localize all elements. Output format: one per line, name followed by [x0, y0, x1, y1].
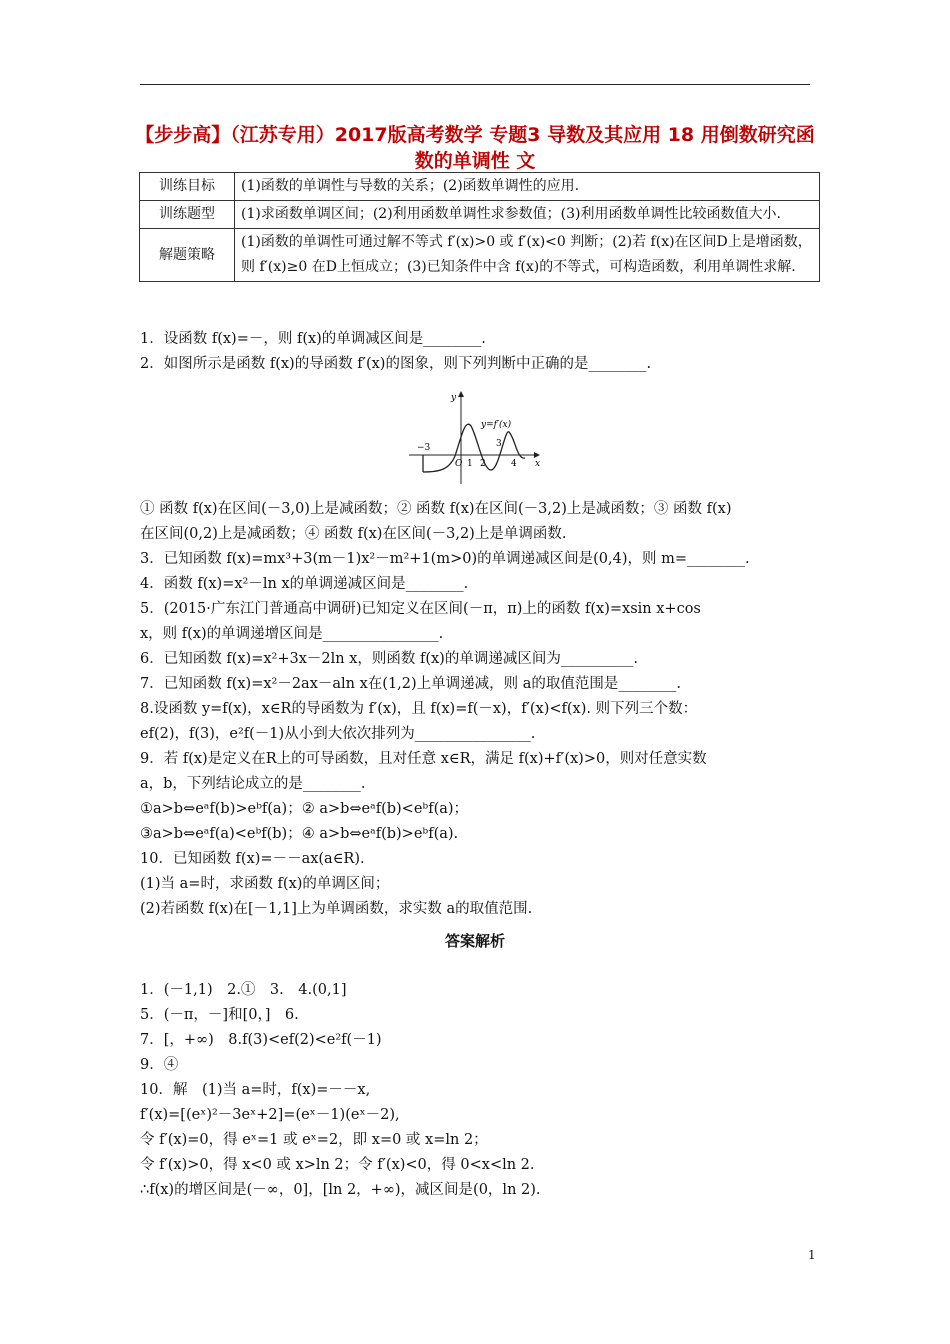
question-line: 9．若 f(x)是定义在R上的可导函数，且对任意 x∈R，满足 f(x)+f′(x)>0，则对任意实数: [140, 751, 707, 767]
table-row: [140, 201, 820, 229]
answer-line: 5．(－π，－]和[0，] 6.: [140, 1007, 299, 1023]
question-line: ③a>b⇔eᵃf(a)<eᵇf(b)；④ a>b⇔eᵃf(b)>eᵇf(a).: [140, 826, 459, 842]
table-row: [140, 229, 820, 282]
tick-label-3: 3: [496, 439, 502, 449]
question-line: 7．已知函数 f(x)=x²－2ax－aln x在(1,2)上单调递减，则 a的取值范围是________.: [140, 676, 682, 692]
answer-line: f′(x)=[(eˣ)²－3eˣ+2]=(eˣ－1)(eˣ－2),: [140, 1107, 400, 1123]
answer-line: 9．④: [140, 1057, 179, 1073]
question-line: 6．已知函数 f(x)=x²+3x－2ln x，则函数 f(x)的单调递减区间为__________.: [140, 651, 638, 667]
x-axis-label: x: [535, 459, 541, 469]
tick-label-4: 4: [511, 459, 517, 469]
question-line: 2．如图所示是函数 f(x)的导函数 f′(x)的图象，则下列判断中正确的是________.: [140, 356, 652, 372]
tick-label-2: 2: [480, 459, 486, 469]
row-content: (1)函数的单调性与导数的关系；(2)函数单调性的应用.: [235, 173, 820, 201]
y-axis-label: y: [451, 393, 457, 403]
question-line: a，b，下列结论成立的是________.: [140, 776, 366, 792]
table-row: [140, 173, 820, 201]
document-title: 【步步高】（江苏专用）2017版高考数学 专题3 导数及其应用 18 用倒数研究函数的单调性 文: [135, 124, 815, 172]
answer-line: 令 f′(x)=0，得 eˣ=1 或 eˣ=2，即 x=0 或 x=ln 2；: [140, 1132, 488, 1148]
answer-line: 1．(－1,1) 2.① 3. 4.(0,1]: [140, 982, 347, 998]
row-label: 训练题型: [140, 201, 235, 229]
tick-label-1: 1: [467, 459, 473, 469]
question-line: 4．函数 f(x)=x²－ln x的单调递减区间是________.: [140, 576, 469, 592]
question-line: 10．已知函数 f(x)=－－ax(a∈R).: [140, 851, 365, 867]
row-label: 训练目标: [140, 173, 235, 201]
question-line: ①a>b⇔eᵃf(b)>eᵇf(a)；② a>b⇔eᵃf(b)<eᵇf(a)；: [140, 801, 469, 817]
page-number: 1: [808, 1248, 816, 1262]
origin-label: O: [455, 459, 463, 469]
row-content: (1)函数的单调性可通过解不等式 f′(x)>0 或 f′(x)<0 判断；(2)若 f(x)在区间D上是增函数，则 f′(x)≥0 在D上恒成立；(3)已知条件中含 f(x)的不等式，可构造函数，利用单调性求解.: [235, 229, 820, 282]
questions-part-b: [140, 497, 815, 922]
curve-label: y=f′(x): [481, 420, 512, 430]
question-line: 1．设函数 f(x)=－，则 f(x)的单调减区间是________.: [140, 331, 486, 347]
answer-line: 令 f′(x)>0，得 x<0 或 x>ln 2；令 f′(x)<0，得 0<x<ln 2.: [140, 1157, 535, 1173]
question-line: (2)若函数 f(x)在[－1,1]上为单调函数，求实数 a的取值范围.: [140, 901, 533, 917]
derivative-graph: [405, 388, 545, 486]
answer-line: 7．[，+∞) 8.f(3)<ef(2)<e²f(－1): [140, 1032, 382, 1048]
training-info-table: [139, 172, 820, 282]
answers-section: [140, 978, 815, 1203]
question-line: x，则 f(x)的单调递增区间是________________.: [140, 626, 444, 642]
question-line: (1)当 a=时，求函数 f(x)的单调区间；: [140, 876, 390, 892]
row-label: 解题策略: [140, 229, 235, 282]
answer-line: 10．解 (1)当 a=时，f(x)=－－x,: [140, 1082, 371, 1098]
answers-heading: 答案解析: [444, 932, 505, 950]
question-line: 3．已知函数 f(x)=mx³+3(m－1)x²－m²+1(m>0)的单调递减区间是(0,4)，则 m=________.: [140, 551, 750, 567]
question-line: 在区间(0,2)上是减函数；④ 函数 f(x)在区间(－3,2)上是单调函数.: [140, 526, 567, 542]
question-line: ef(2)，f(3)，e²f(－1)从小到大依次排列为________________.: [140, 726, 536, 742]
answer-line: ∴f(x)的增区间是(－∞，0]，[ln 2，+∞)，减区间是(0，ln 2).: [140, 1182, 541, 1198]
tick-label-neg3: −3: [417, 443, 431, 453]
questions-part-a: [140, 327, 815, 377]
row-content: (1)求函数单调区间；(2)利用函数单调性求参数值；(3)利用函数单调性比较函数值大小.: [235, 201, 820, 229]
question-line: 5．(2015·广东江门普通高中调研)已知定义在区间(－π，π)上的函数 f(x)=xsin x+cos: [140, 601, 701, 617]
header-rule: [140, 84, 810, 85]
derivative-curve: [423, 424, 525, 472]
question-line: ① 函数 f(x)在区间(－3,0)上是减函数；② 函数 f(x)在区间(－3,2)上是减函数；③ 函数 f(x): [140, 501, 732, 517]
question-line: 8.设函数 y=f(x)，x∈R的导函数为 f′(x)，且 f(x)=f(－x)，f′(x)<f(x). 则下列三个数：: [140, 701, 698, 717]
